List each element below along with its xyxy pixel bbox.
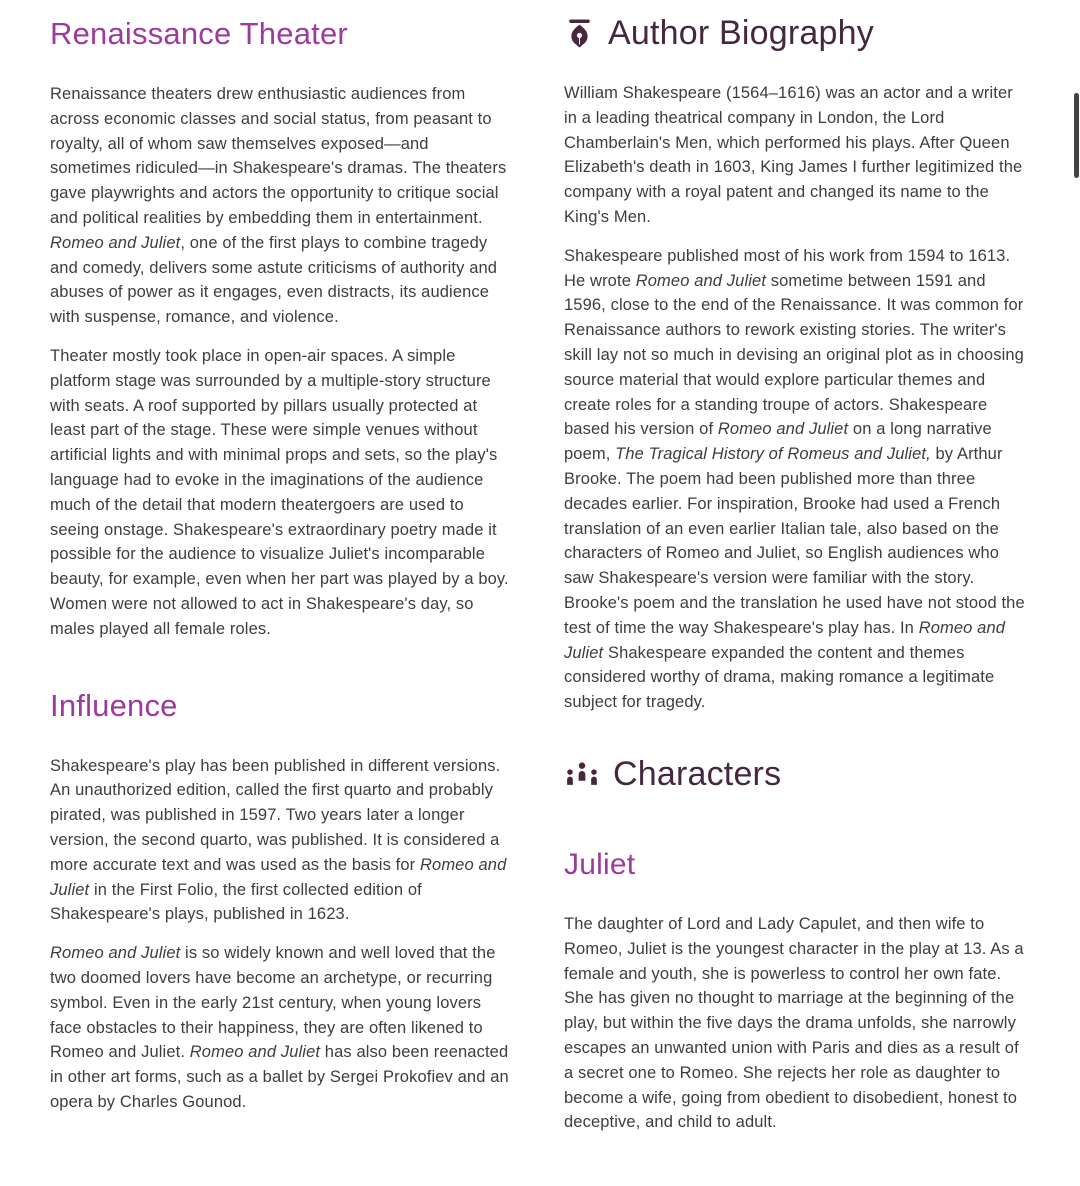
section-heading-label: Characters [613,754,782,793]
pen-nib-icon [564,18,595,49]
paragraph: The daughter of Lord and Lady Capulet, and then wife to Romeo, Juliet is the youngest character in the play at 13. As a female and youth, she is powerless to control her own fate. She has given no thought to marriage at the beginning of the play, but within the five days the drama unfolds, she narrowly escapes an unwanted union with Paris and dies as a result of a secret one to Romeo. She rejects her role as daughter to become a wife, going from obedient to disobedient, honest to deceptive, and child to adult. [564,914,1024,1132]
right-column [564,14,1030,1149]
paragraph: Renaissance theaters drew enthusiastic audiences from across economic classes and social status, from peasant to royalty, all of whom saw themselves exposed—and sometimes ridiculed—in Shakespeare's dramas. The theaters gave playwrights and actors the opportunity to critique social and political realities by embedding them in entertainment. Romeo and Juliet, one of the first plays to combine tragedy and comedy, delivers some astute criticisms of authority and abuses of power as it engages, even distracts, its audience with suspense, romance, and violence. [50,85,507,327]
paragraph: Shakespeare's play has been published in different versions. An unauthorized edition, called the first quarto and probably pirated, was published in 1597. Two years later a longer version, the second quarto, was published. It is considered a more accurate text and was used as the basis for Romeo and Juliet in the First Folio, the first collected edition of Shakespeare's plays, published in 1623. [50,756,507,924]
section-heading-characters [564,755,1030,794]
paragraph: Romeo and Juliet is so widely known and well loved that the two doomed lovers have become an archetype, or recurring symbol. Even in the early 21st century, when young lovers face obstacles to their happiness, they are often likened to Romeo and Juliet. Romeo and Juliet has also been reenacted in other art forms, such as a ballet by Sergei Prokofiev and an opera by Charles Gounod. [50,944,509,1111]
left-column [50,14,513,1149]
paragraph: Theater mostly took place in open-air spaces. A simple platform stage was surrounded by a multiple-story structure with seats. A roof supported by pillars usually protected at least part of the stage. These were simple venues without artificial lights and with minimal props and sets, so the play's language had to evoke in the imaginations of the audience much of the detail that modern theatergoers are used to seeing onstage. Shakespeare's extraordinary poetry made it possible for the audience to visualize Juliet's incomparable beauty, for example, even when her part was played by a boy. Women were not allowed to act in Shakespeare's day, so males played all female roles. [50,346,509,638]
people-icon [564,760,600,789]
section-heading-author-biography [564,14,1030,53]
section-heading-renaissance-theater: Renaissance Theater [50,16,348,51]
section-heading-influence: Influence [50,687,178,723]
paragraph: Shakespeare published most of his work from 1594 to 1613. He wrote Romeo and Juliet sometime between 1591 and 1596, close to the end of the Renaissance. It was common for Renaissance authors to rework existing stories. The writer's skill lay not so much in devising an original plot as in choosing source material that would explore particular themes and create roles for a standing troupe of actors. Shakespeare based his version of Romeo and Juliet on a long narrative poem, The Tragical History of Romeus and Juliet, by Arthur Brooke. The poem had been published more than three decades earlier. For inspiration, Brooke had used a French translation of an even earlier Italian tale, also based on the characters of Romeo and Juliet, so English audiences who saw Shakespeare's version were familiar with the story. Brooke's poem and the translation he used have not stood the test of time the way Shakespeare's play has. In Romeo and Juliet Shakespeare expanded the content and themes considered worthy of drama, making romance a legitimate subject for tragedy. [564,246,1025,712]
scrollbar-thumb[interactable] [1074,93,1079,178]
paragraph: William Shakespeare (1564–1616) was an actor and a writer in a leading theatrical company in London, the Lord Chamberlain's Men, which performed his plays. After Queen Elizabeth's death in 1603, King James I further legitimized the company with a royal patent and changed its name to the King's Men. [564,84,1023,226]
section-heading-label: Author Biography [608,14,874,52]
character-heading-juliet: Juliet [564,847,636,881]
